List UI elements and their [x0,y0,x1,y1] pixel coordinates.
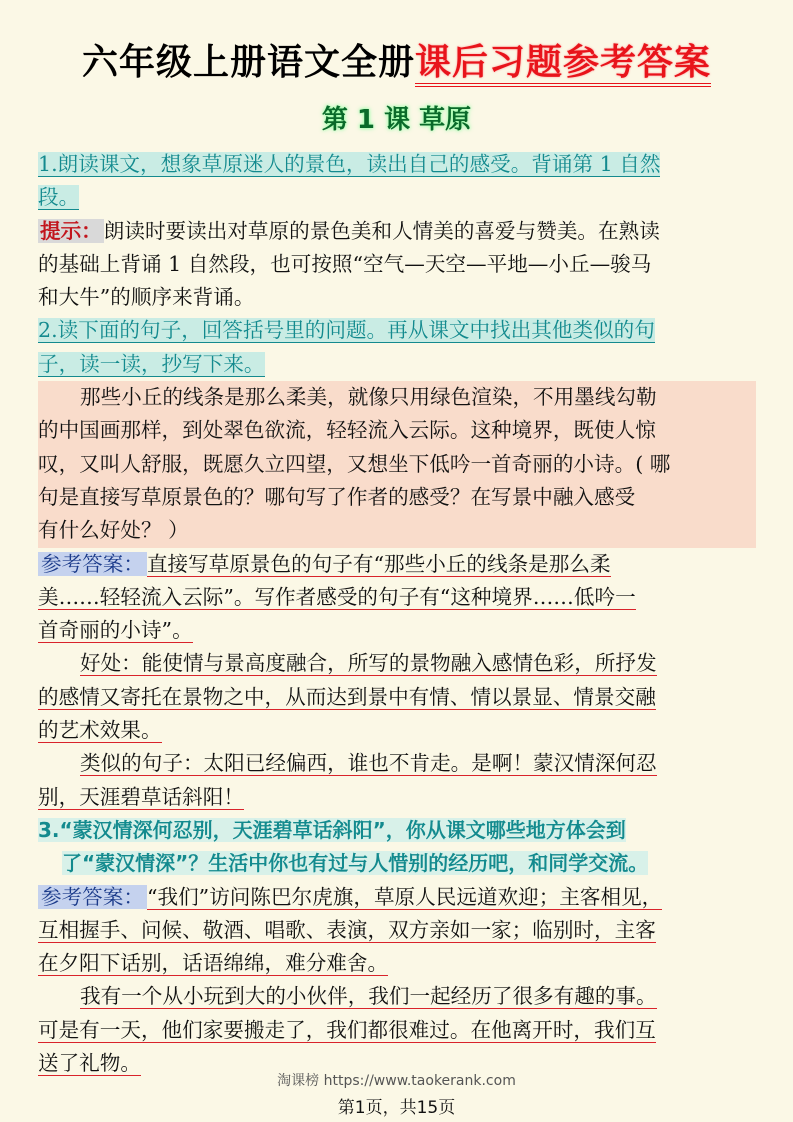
story-line-3: 送了礼物。 [38,1051,141,1076]
passage-line-4: 句是直接写草原景色的？哪句写了作者的感受？在写景中融入感受 [38,481,756,514]
answer-label: 参考答案： [38,552,147,576]
tip-line-2: 的基础上背诵 1 自然段，也可按照“空气—天空—平地—小丘—骏马 [38,251,652,276]
passage-line-2: 的中国画那样，到处翠色欲流，轻轻流入云际。这种境界，既使人惊 [38,414,756,447]
title-highlight: 课后习题参考答案 [415,42,711,87]
benefit-line-3: 的艺术效果。 [38,718,162,743]
answer-3-line-3: 在夕阳下话别，话语绵绵，难分难舍。 [38,951,389,976]
question-2-line-2: 子，读一读，抄写下来。 [38,351,265,376]
answer-2-line-3: 首奇丽的小诗”。 [38,618,193,643]
story-line-2: 可是有一天，他们家要搬走了，我们都很难过。在他离开时，我们互 [38,1017,656,1042]
passage-line-1: 那些小丘的线条是那么柔美，就像只用绿色渲染，不用墨线勾勒 [38,381,756,414]
question-2-line-1: 2.读下面的句子，回答括号里的问题。再从课文中找出其他类似的句 [38,318,655,343]
question-3-line-2: 了“蒙汉情深”？生活中你也有过与人惜别的经历吧，和同学交流。 [62,851,649,876]
answer-label: 参考答案： [38,885,147,909]
answer-2-line-1: 参考答案： 直接写草原景色的句子有“那些小丘的线条是那么柔 [38,548,756,581]
document-body [38,148,756,1080]
similar-line-1: 类似的句子：太阳已经偏西，谁也不肯走。是啊！蒙汉情深何忍 [80,751,657,776]
tip-line-1: 提示：朗读时要读出对草原的景色美和人情美的喜爱与赞美。在熟读 [40,218,660,243]
answer-2-line-2: 美……轻轻流入云际”。写作者感受的句子有“这种境界……低吟一 [38,584,636,609]
answer-3-line-2: 互相握手、问候、敬酒、唱歌、表演，双方亲如一家；临别时，主客 [38,917,656,942]
answer-3-line-1: 参考答案： “我们”访问陈巴尔虎旗，草原人民远道欢迎；主客相见， [38,881,756,914]
story-line-1: 我有一个从小玩到大的小伙伴，我们一起经历了很多有趣的事。 [80,984,657,1009]
page-title [0,38,793,88]
similar-line-2: 别，天涯碧草话斜阳！ [38,784,244,809]
page-number: 第1页，共15页 [337,1098,456,1118]
title-main: 六年级上册语文全册 [81,42,415,83]
tip-line-3: 和大牛”的顺序来背诵。 [38,285,255,310]
question-1-line-1: 1.朗读课文，想象草原迷人的景色，读出自己的感受。背诵第 1 自然 [38,152,661,176]
lesson-heading: 第 1 课 草原 [321,105,472,135]
footer-watermark: 淘课榜 https://www.taokerank.com [277,1073,516,1089]
benefit-line-2: 的感情又寄托在景物之中，从而达到景中有情、情以景显、情景交融 [38,684,656,709]
passage-line-3: 叹，又叫人舒服，既愿久立四望，又想坐下低吟一首奇丽的小诗。( 哪 [38,448,756,481]
tip-label: 提示： [40,218,102,243]
question-1-line-2: 段。 [38,185,80,210]
question-3-line-1: 3.“蒙汉情深何忍别，天涯碧草话斜阳”，你从课文哪些地方体会到 [38,817,626,842]
benefit-line-1: 好处：能使情与景高度融合，所写的景物融入感情色彩，所抒发 [80,651,657,676]
passage-line-5: 有什么好处？ ） [38,514,756,547]
